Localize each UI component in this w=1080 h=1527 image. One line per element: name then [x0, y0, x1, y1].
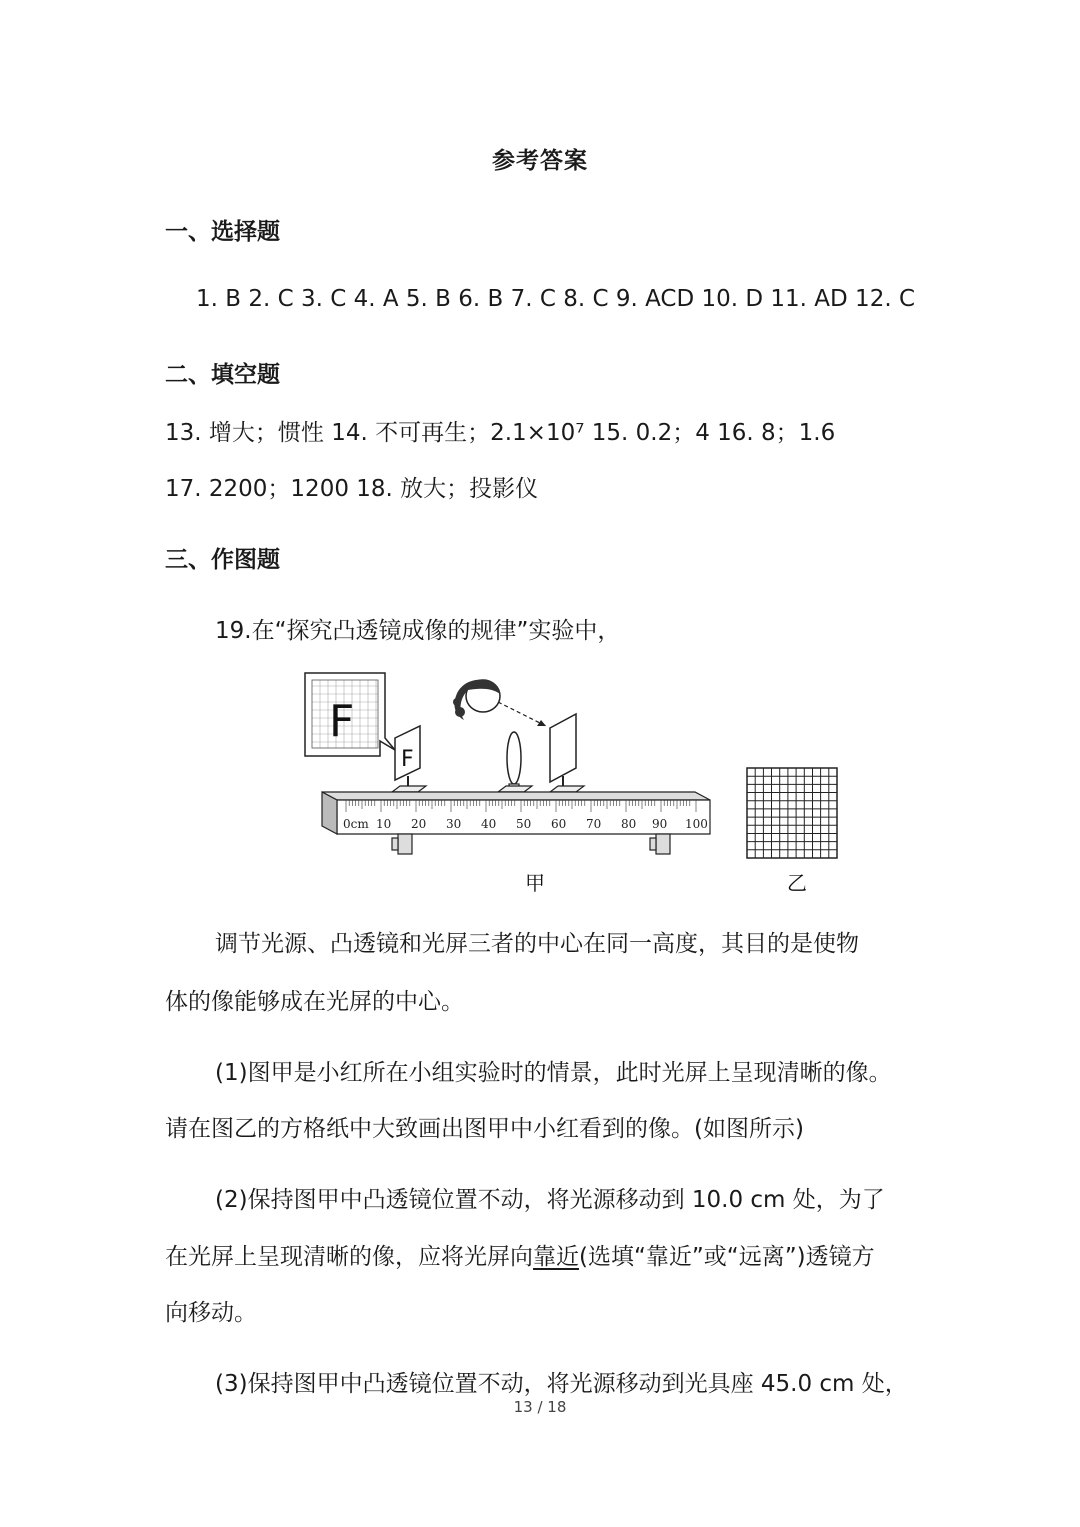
fill-answers-line-1: 13. 增大；惯性 14. 不可再生；2.1×10⁷ 15. 0.2；4 16. 8；1.6	[165, 420, 836, 446]
ruler-label-80: 80	[621, 817, 637, 831]
ruler-label-10: 10	[376, 817, 392, 831]
para1-line-2: 体的像能够成在光屏的中心。	[165, 989, 464, 1015]
part2-line-3: 向移动。	[165, 1300, 257, 1326]
part1-line-2: 请在图乙的方格纸中大致画出图甲中小红看到的像。(如图所示)	[165, 1116, 804, 1142]
section-heading-choice: 一、选择题	[165, 219, 280, 245]
ruler-label-20: 20	[411, 817, 427, 831]
figure-label-a: 甲	[525, 871, 545, 895]
experiment-figure	[300, 668, 860, 898]
part2-line-2	[165, 1238, 875, 1271]
part2-line-2-post: (选填“靠近”或“远离”)透镜方	[579, 1244, 875, 1270]
page-title: 参考答案	[492, 148, 588, 174]
observer-girl	[453, 680, 546, 726]
question-19-intro: 19.在“探究凸透镜成像的规律”实验中，	[215, 618, 621, 644]
callout-letter: F	[329, 696, 355, 747]
part2-answer: 靠近	[533, 1244, 579, 1270]
light-source	[395, 726, 420, 793]
ruler-label-70: 70	[586, 817, 602, 831]
part2-line-1: (2)保持图甲中凸透镜位置不动，将光源移动到 10.0 cm 处，为了	[215, 1187, 885, 1213]
figure-label-b: 乙	[787, 871, 807, 895]
ruler-label-0: 0cm	[343, 817, 369, 831]
part1-line-1: (1)图甲是小红所在小组实验时的情景，此时光屏上呈现清晰的像。	[215, 1060, 892, 1086]
ruler-label-30: 30	[446, 817, 462, 831]
ruler-label-60: 60	[551, 817, 567, 831]
light-source-letter: F	[401, 747, 414, 772]
ruler-label-50: 50	[516, 817, 532, 831]
choice-answers: 1. B 2. C 3. C 4. A 5. B 6. B 7. C 8. C 9. ACD 10. D 11. AD 12. C	[196, 286, 916, 312]
section-heading-fill: 二、填空题	[165, 362, 280, 388]
ruler-label-90: 90	[652, 817, 668, 831]
optical-bench	[322, 792, 710, 854]
page-number: 13 / 18	[513, 1398, 567, 1416]
part3-line-1: (3)保持图甲中凸透镜位置不动，将光源移动到光具座 45.0 cm 处，	[215, 1371, 908, 1397]
ruler-label-100: 100	[685, 817, 708, 831]
part2-line-2-pre: 在光屏上呈现清晰的像，应将光屏向	[165, 1244, 533, 1270]
ruler-label-40: 40	[481, 817, 497, 831]
light-screen	[550, 714, 576, 793]
para1-line-1: 调节光源、凸透镜和光屏三者的中心在同一高度，其目的是使物	[215, 931, 859, 957]
section-heading-drawing: 三、作图题	[165, 547, 280, 573]
grid-paper-b	[747, 768, 837, 858]
fill-answers-line-2: 17. 2200；1200 18. 放大；投影仪	[165, 476, 539, 502]
callout-grid-f	[305, 673, 395, 756]
